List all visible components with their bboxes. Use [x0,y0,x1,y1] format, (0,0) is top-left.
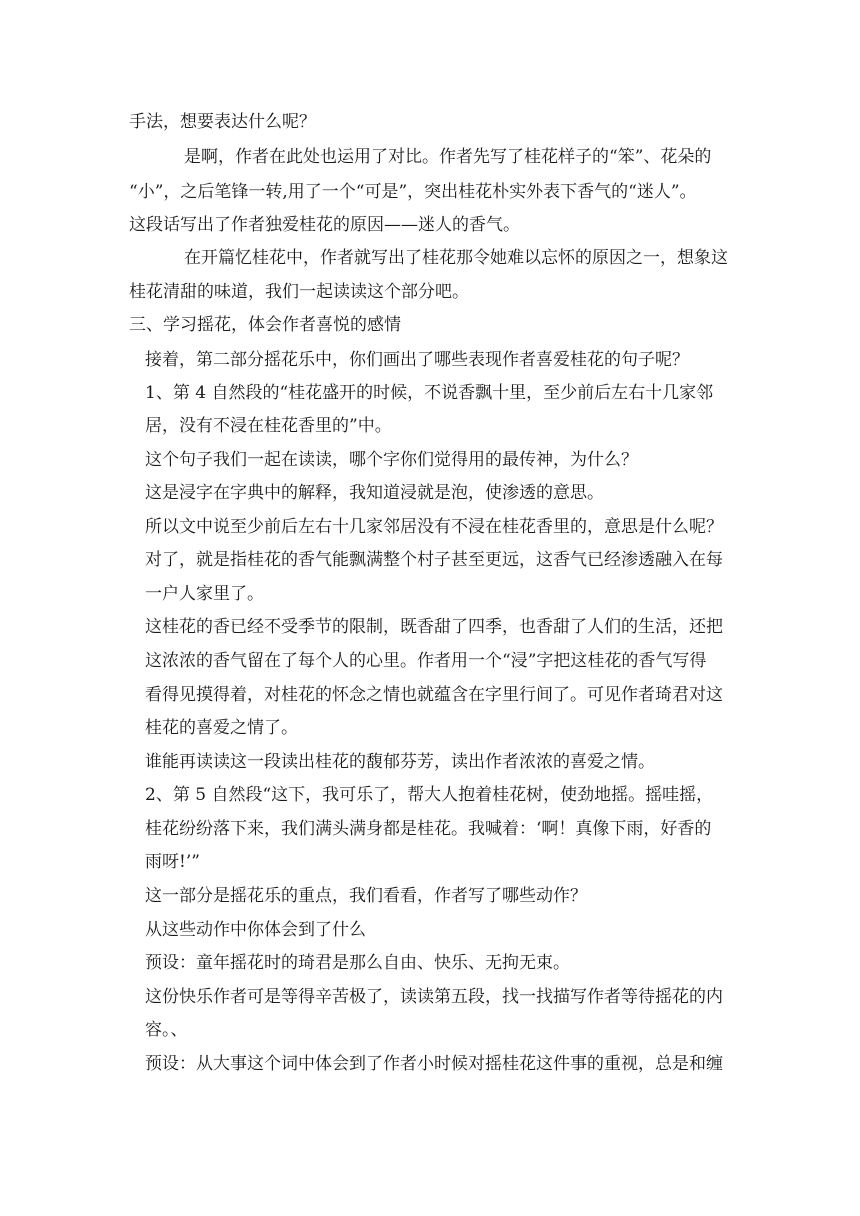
text-line: 2、第 5 自然段“这下，我可乐了，帮大人抱着桂花树，使劲地摇。摇哇摇， [145,785,714,805]
text-line: 这个句子我们一起在读读，哪个字你们觉得用的最传神，为什么？ [145,450,638,470]
text-line: 桂花清甜的味道，我们一起读读这个部分吧。 [129,282,469,302]
text-line: 所以文中说至少前后左右十几家邻居没有不浸在桂花香里的，意思是什么呢？ [145,517,723,537]
text-line: 这桂花的香已经不受季节的限制，既香甜了四季，也香甜了人们的生活，还把 [145,617,723,637]
text-line: 雨呀!’” [145,852,200,872]
section-heading: 三、学习摇花，体会作者喜悦的感情 [129,315,401,335]
text-line: 居，没有不浸在桂花香里的”中。 [145,416,392,436]
text-line: 一户人家里了。 [145,584,264,604]
text-line: 这浓浓的香气留在了每个人的心里。作者用一个“浸”字把这桂花的香气写得 [145,651,707,671]
text-line: 是啊，作者在此处也运用了对比。作者先写了桂花样子的“笨”、花朵的 [184,147,712,167]
text-line: 看得见摸得着，对桂花的怀念之情也就蕴含在字里行间了。可见作者琦君对这 [145,685,723,705]
text-line: 这段话写出了作者独爱桂花的原因——迷人的香气。 [129,215,520,235]
text-line: 预设：童年摇花时的琦君是那么自由、快乐、无拘无束。 [145,953,570,973]
text-line: 这份快乐作者可是等得辛苦极了，读读第五段，找一找描写作者等待摇花的内 [145,987,723,1007]
text-line: 预设：从大事这个词中体会到了作者小时候对摇桂花这件事的重视，总是和缠 [145,1054,723,1074]
text-line: 手法，想要表达什么呢？ [129,112,316,132]
text-line: 1、第 4 自然段的“桂花盛开的时候，不说香飘十里，至少前后左右十几家邻 [145,383,714,403]
text-line: 在开篇忆桂花中，作者就写出了桂花那令她难以忘怀的原因之一，想象这 [184,248,728,268]
text-line: 这是浸字在字典中的解释，我知道浸就是泡，使渗透的意思。 [145,483,604,503]
text-line: 桂花的喜爱之情了。 [145,718,298,738]
text-line: 对了，就是指桂花的香气能飘满整个村子甚至更远，这香气已经渗透融入在每 [145,550,723,570]
text-line: 容。、 [145,1020,188,1040]
text-line: 从这些动作中你体会到了什么 [145,920,366,940]
text-line: 谁能再读读这一段读出桂花的馥郁芬芳，读出作者浓浓的喜爱之情。 [145,752,655,772]
text-line: 这一部分是摇花乐的重点，我们看看，作者写了哪些动作？ [145,886,587,906]
text-line: 桂花纷纷落下来，我们满头满身都是桂花。我喊着：‘啊！真像下雨，好香的 [145,819,712,839]
text-line: “小”，之后笔锋一转,用了一个“可是”，突出桂花朴实外表下香气的“迷人”。 [129,182,697,202]
text-line: 接着，第二部分摇花乐中，你们画出了哪些表现作者喜爱桂花的句子呢？ [145,350,689,370]
